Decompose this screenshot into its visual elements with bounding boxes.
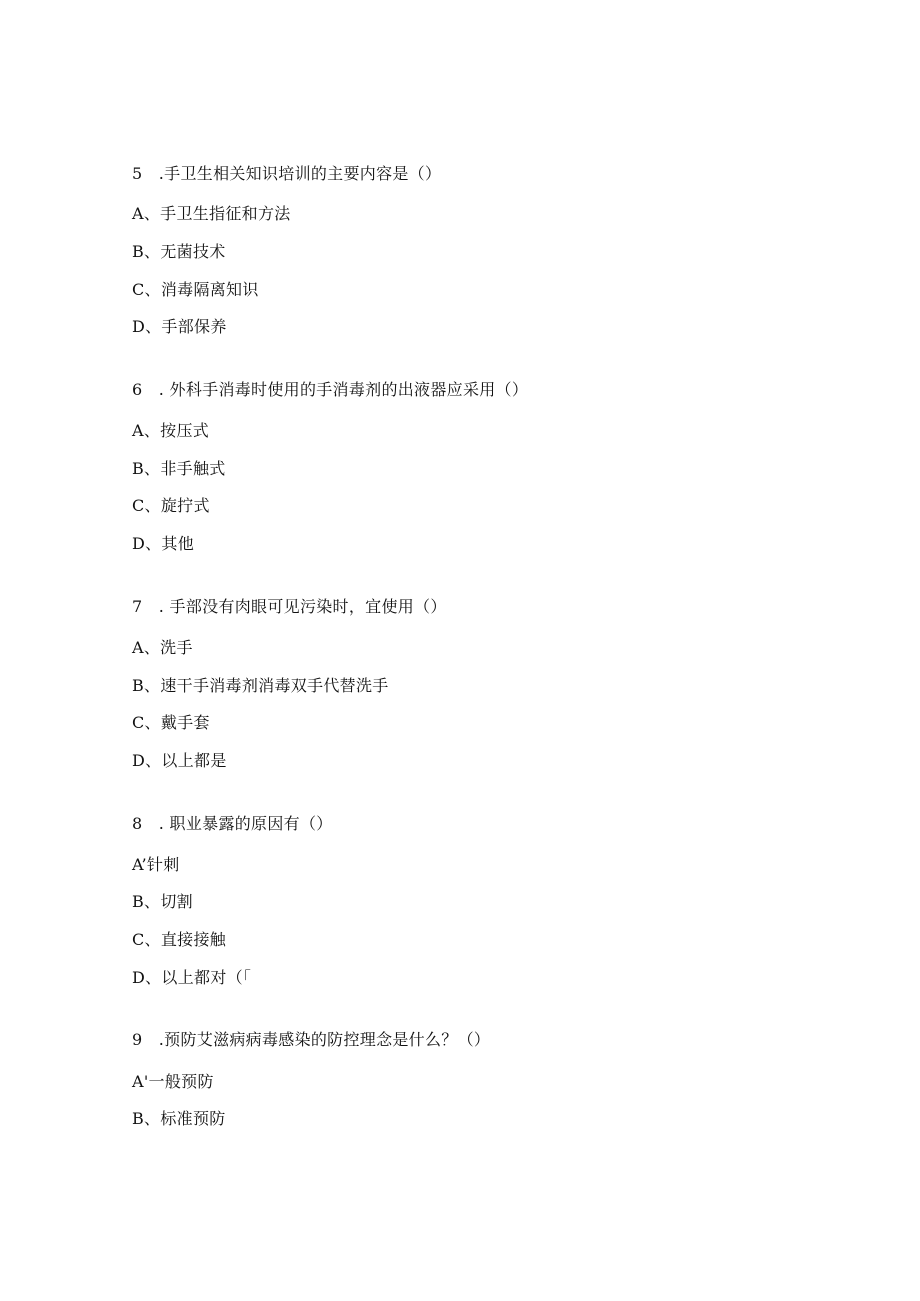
question-7-option-b: B、速干手消毒剂消毒双手代替洗手: [132, 676, 389, 695]
question-5-option-a: A、手卫生指征和方法: [132, 204, 291, 223]
question-5-option-d: D、手部保养: [132, 317, 227, 336]
question-6-option-a: A、按压式: [132, 421, 210, 440]
question-9-option-b: B、标准预防: [132, 1109, 226, 1128]
question-9-option-a: A'一般预防: [132, 1072, 214, 1091]
question-8-option-b: B、切割: [132, 892, 193, 911]
question-7-prompt: 7 . 手部没有肉眼可见污染时，宜使用（）: [132, 597, 447, 616]
question-5-prompt: 5 .手卫生相关知识培训的主要内容是（）: [132, 164, 442, 183]
question-8-prompt: 8 . 职业暴露的原因有（）: [132, 814, 333, 833]
question-7-option-d: D、以上都是: [132, 751, 227, 770]
question-5-option-c: C、消毒隔离知识: [132, 280, 259, 299]
question-8-option-a: A’针刺: [132, 855, 180, 874]
question-6-option-c: C、旋拧式: [132, 496, 210, 515]
question-8-option-d: D、以上都对（「: [132, 968, 252, 987]
question-7-option-c: C、戴手套: [132, 713, 210, 732]
question-6-prompt: 6 . 外科手消毒时使用的手消毒剂的出液器应采用（）: [132, 380, 529, 399]
question-5-option-b: B、无菌技术: [132, 242, 226, 261]
question-7-option-a: A、洗手: [132, 638, 193, 657]
question-8-option-c: C、直接接触: [132, 930, 227, 949]
question-6-option-d: D、其他: [132, 534, 195, 553]
question-9-prompt: 9 .预防艾滋病病毒感染的防控理念是什么？（）: [132, 1030, 491, 1049]
question-6-option-b: B、非手触式: [132, 459, 226, 478]
